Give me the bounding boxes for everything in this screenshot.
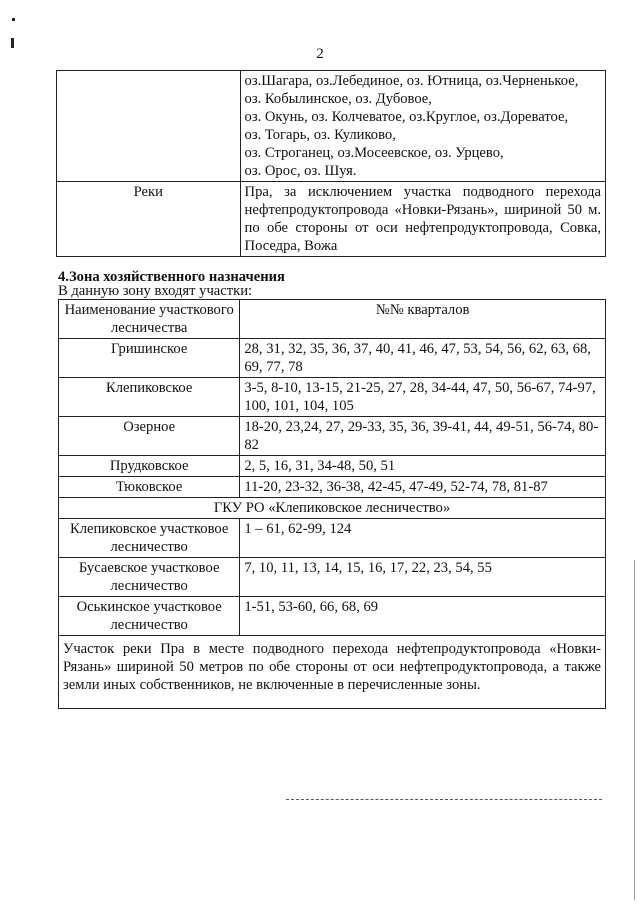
quarters-list: 28, 31, 32, 35, 36, 37, 40, 41, 46, 47, 53, 54, 56, 62, 63, 68, 69, 77, 78 — [240, 339, 606, 378]
column-header-quarters: №№ кварталов — [240, 300, 606, 339]
table-cell-name — [57, 71, 241, 182]
forestry-name: Клепиковское — [59, 378, 240, 417]
table-cell-name: Реки — [57, 182, 241, 257]
section-intro: В данную зону входят участки: — [58, 283, 253, 299]
quarters-list: 3-5, 8-10, 13-15, 21-25, 27, 28, 34-44, 47, 50, 56-67, 74-97, 100, 101, 104, 105 — [240, 378, 606, 417]
quarters-list: 11-20, 23-32, 36-38, 42-45, 47-49, 52-74, 78, 81-87 — [240, 477, 606, 498]
quarters-list: 1-51, 53-60, 66, 68, 69 — [240, 597, 606, 636]
page-number: 2 — [316, 46, 324, 62]
scan-mark-top — [12, 18, 15, 21]
economic-zone-table — [58, 299, 606, 709]
quarters-list: 2, 5, 16, 31, 34-48, 50, 51 — [240, 456, 606, 477]
forestry-name: Гришинское — [59, 339, 240, 378]
quarters-list: 18-20, 23,24, 27, 29-33, 35, 36, 39-41, 44, 49-51, 56-74, 80-82 — [240, 417, 606, 456]
table-row — [59, 378, 606, 417]
scan-edge-line — [634, 560, 635, 900]
table-row — [59, 519, 606, 558]
table-note-row — [59, 636, 606, 709]
forestry-subheader: ГКУ РО «Клепиковское лесничество» — [59, 498, 606, 519]
rivers-cell: Пра, за исключением участка подводного перехода нефтепродуктопровода «Новки-Рязань», шириной 50 м. по обе стороны от оси нефтепродуктопровода, Совка, Поседра, Вожа — [240, 182, 605, 257]
quarters-list: 7, 10, 11, 13, 14, 15, 16, 17, 22, 23, 54, 55 — [240, 558, 606, 597]
table-subheader-row — [59, 498, 606, 519]
table-row — [59, 558, 606, 597]
forestry-name: Озерное — [59, 417, 240, 456]
water-bodies-table — [56, 70, 606, 257]
list-line: оз. Строганец, оз.Мосеевское, оз. Урцево, — [244, 145, 504, 161]
forestry-name: Бусаевское участковое лесничество — [59, 558, 240, 597]
forestry-name: Оськинское участковое лесничество — [59, 597, 240, 636]
quarters-list: 1 – 61, 62-99, 124 — [240, 519, 606, 558]
list-line: оз.Шагара, оз.Лебединое, оз. Ютница, оз.Черненькое, — [244, 73, 579, 89]
section-title: 4.Зона хозяйственного назначения — [58, 269, 285, 285]
table-row — [57, 71, 606, 182]
column-header-forestry: Наименование участкового лесничества — [59, 300, 240, 339]
table-header-row — [59, 300, 606, 339]
table-row — [59, 339, 606, 378]
lakes-list-cell — [240, 71, 605, 182]
table-row — [57, 182, 606, 257]
list-line: оз. Орос, оз. Шуя. — [244, 163, 357, 179]
list-line: оз. Тогарь, оз. Куликово, — [244, 127, 396, 143]
scan-dash-line — [286, 799, 602, 800]
table-row — [59, 597, 606, 636]
forestry-name: Клепиковское участковое лесничество — [59, 519, 240, 558]
table-row — [59, 456, 606, 477]
forestry-name: Прудковское — [59, 456, 240, 477]
list-line: оз. Окунь, оз. Колчеватое, оз.Круглое, оз.Дореватое, — [244, 109, 569, 125]
list-line: оз. Кобылинское, оз. Дубовое, — [244, 91, 432, 107]
table-row — [59, 477, 606, 498]
table-row — [59, 417, 606, 456]
forestry-name: Тюковское — [59, 477, 240, 498]
table-note: Участок реки Пра в месте подводного перехода нефтепродуктопровода «Новки-Рязань» шириной 50 метров по обе стороны от оси нефтепродуктопровода, а также земли иных собственников, не включенные в перечисленные зоны. — [59, 636, 606, 709]
